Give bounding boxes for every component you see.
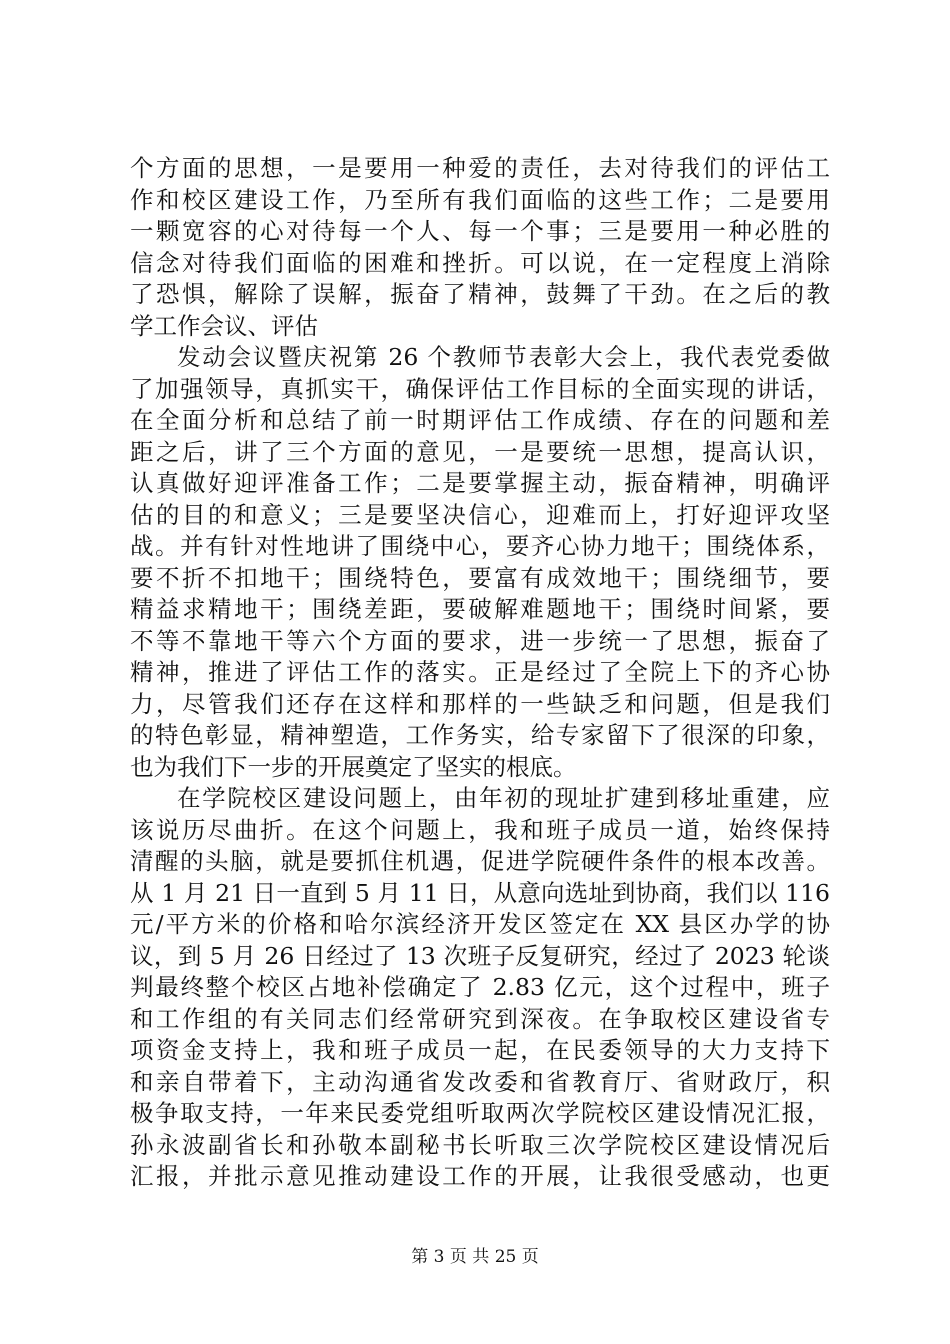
text-line: 信念对待我们面临的困难和挫折。可以说，在一定程度上消除: [130, 248, 830, 277]
text-line: 也为我们下一步的开展奠定了坚实的根底。: [130, 752, 577, 781]
paragraph-start-line: 发动会议暨庆祝第 26 个教师节表彰大会上，我代表党委做: [177, 343, 830, 371]
text-line: 精益求精地干；围绕差距，要破解难题地干；围绕时间紧，要: [130, 595, 830, 623]
text-line: 孙永波副省长和孙敬本副秘书长听取三次学院校区建设情况后: [130, 1130, 830, 1159]
text-line: 该说历尽曲折。在这个问题上，我和班子成员一道，始终保持: [130, 815, 830, 844]
text-line: 和工作组的有关同志们经常研究到深夜。在争取校区建设省专: [130, 1004, 830, 1033]
text-line: 学工作会议、评估: [130, 311, 318, 340]
text-line: 判最终整个校区占地补偿确定了 2.83 亿元，这个过程中，班子: [130, 973, 830, 1001]
body-text: [130, 153, 830, 1193]
text-line: 距之后，讲了三个方面的意见，一是要统一思想，提高认识，: [130, 437, 830, 466]
text-line: 清醒的头脑，就是要抓住机遇，促进学院硬件条件的根本改善。: [130, 847, 830, 875]
text-line: 个方面的思想，一是要用一种爱的责任，去对待我们的评估工: [130, 154, 830, 182]
text-line: 从 1 月 21 日一直到 5 月 11 日，从意向选址到协商，我们以 116: [130, 878, 830, 907]
text-line: 力，尽管我们还存在这样和那样的一些缺乏和问题，但是我们: [130, 689, 830, 718]
text-line: 在全面分析和总结了前一时期评估工作成绩、存在的问题和差: [130, 406, 830, 434]
text-line: 了恐惧，解除了误解，振奋了精神，鼓舞了干劲。在之后的教: [130, 280, 830, 308]
text-line: 项资金支持上，我和班子成员一起，在民委领导的大力支持下: [130, 1036, 830, 1064]
text-line: 的特色彰显，精神塑造，工作务实，给专家留下了很深的印象，: [130, 721, 830, 749]
paragraph-start-line: 在学院校区建设问题上，由年初的现址扩建到移址重建，应: [177, 784, 830, 812]
text-line: 估的目的和意义；三是要坚决信心，迎难而上，打好迎评攻坚: [130, 500, 830, 529]
text-line: 作和校区建设工作，乃至所有我们面临的这些工作；二是要用: [130, 185, 830, 214]
text-line: 要不折不扣地干；围绕特色，要富有成效地干；围绕细节，要: [130, 563, 830, 592]
text-line: 一颗宽容的心对待每一个人、每一个事；三是要用一种必胜的: [130, 217, 830, 245]
text-line: 极争取支持，一年来民委党组听取两次学院校区建设情况汇报，: [130, 1099, 830, 1127]
text-line: 不等不靠地干等六个方面的要求，进一步统一了思想，振奋了: [130, 626, 830, 655]
text-line: 议，到 5 月 26 日经过了 13 次班子反复研究，经过了 2023 轮谈: [130, 941, 830, 970]
text-line: 了加强领导，真抓实干，确保评估工作目标的全面实现的讲话，: [130, 374, 830, 403]
text-line: 汇报，并批示意见推动建设工作的开展，让我很受感动，也更: [130, 1162, 830, 1190]
text-line: 精神，推进了评估工作的落实。正是经过了全院上下的齐心协: [130, 658, 830, 686]
text-line: 认真做好迎评准备工作；二是要掌握主动，振奋精神，明确评: [130, 469, 830, 497]
page-footer: 第 3 页 共 25 页: [411, 1247, 539, 1267]
text-line: 元/平方米的价格和哈尔滨经济开发区签定在 XX 县区办学的协: [130, 910, 830, 938]
text-line: 战。并有针对性地讲了围绕中心，要齐心协力地干；围绕体系，: [130, 532, 830, 560]
text-line: 和亲自带着下，主动沟通省发改委和省教育厅、省财政厅，积: [130, 1067, 830, 1096]
